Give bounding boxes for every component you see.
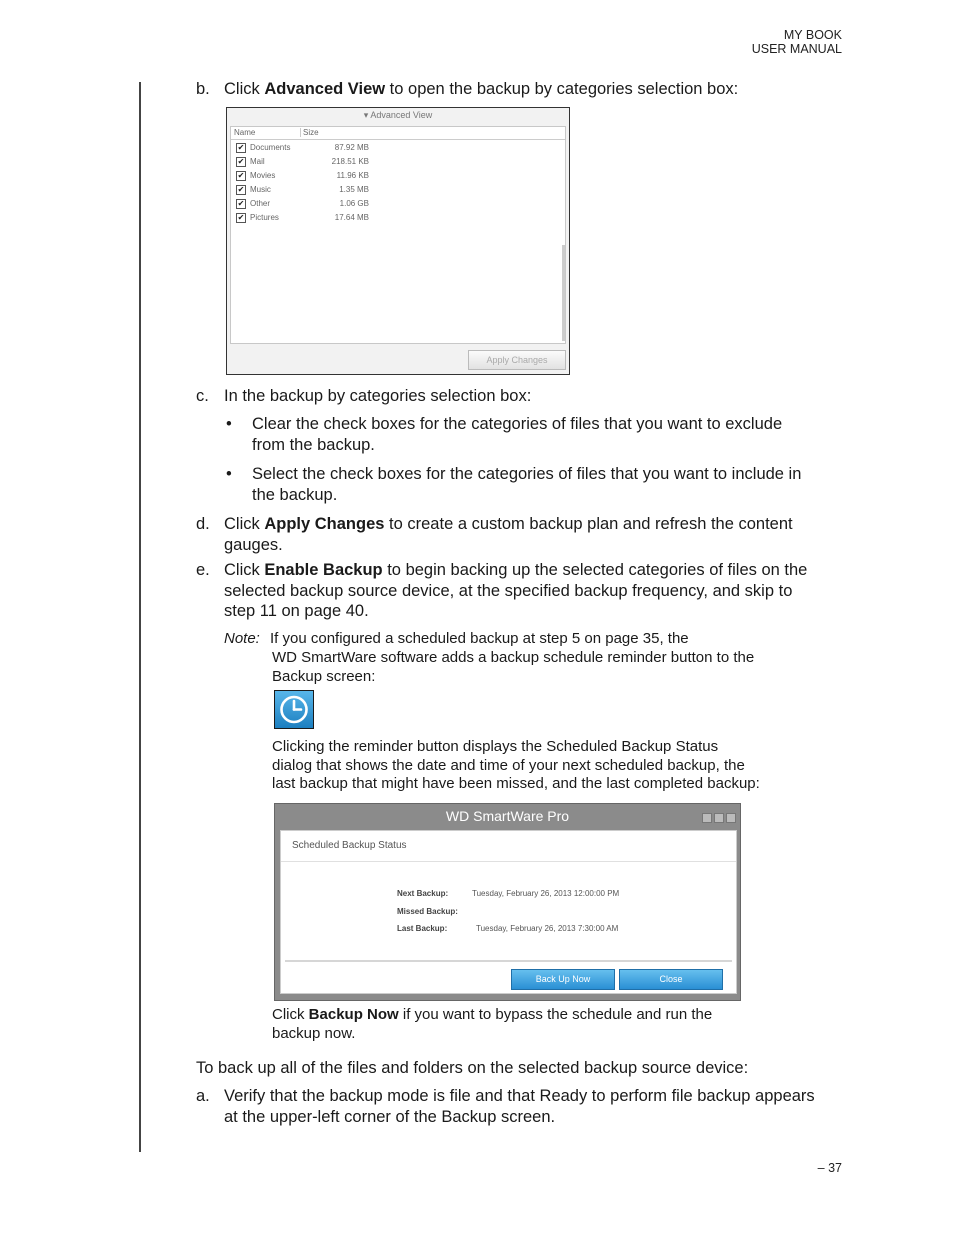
missed-backup-row: Missed Backup:: [397, 907, 458, 916]
step-e-label: e.: [196, 561, 210, 579]
clock-icon: [275, 691, 313, 728]
category-name: Music: [250, 185, 271, 194]
step-b-label: b.: [196, 80, 210, 98]
maximize-icon[interactable]: [714, 813, 724, 823]
step-a-text: Verify that the backup mode is file and that Ready to perform file backup appears at the upper-left corner of the Backup screen.: [224, 1087, 815, 1126]
window-controls: [700, 810, 736, 828]
last-backup-row: Last Backup: Tuesday, February 26, 2013 7:30:00 AM: [397, 924, 619, 933]
apply-changes-button[interactable]: Apply Changes: [468, 350, 566, 370]
category-name: Documents: [250, 143, 291, 152]
bullet: •: [226, 415, 232, 433]
col-size-header[interactable]: Size: [300, 128, 319, 137]
category-name: Movies: [250, 171, 276, 180]
category-name: Other: [250, 199, 271, 208]
minimize-icon[interactable]: [702, 813, 712, 823]
bullet-text: Clear the check boxes for the categories of files that you want to exclude from the backup.: [252, 415, 783, 454]
next-backup-value: Tuesday, February 26, 2013 12:00:00 PM: [472, 889, 620, 898]
page-number: – 37: [817, 1161, 842, 1175]
schedule-reminder-button[interactable]: [274, 690, 314, 729]
close-icon[interactable]: [726, 813, 736, 823]
category-name: Pictures: [250, 213, 279, 222]
category-row[interactable]: [236, 142, 376, 155]
category-row[interactable]: [236, 184, 376, 197]
step-c-text: In the backup by categories selection box:: [224, 387, 532, 405]
step-d-label: d.: [196, 515, 210, 533]
col-name-header[interactable]: Name: [234, 128, 256, 137]
step-a-label: a.: [196, 1087, 210, 1105]
all-files-intro: To back up all of the files and folders on the selected backup source device:: [196, 1059, 749, 1077]
divider: [281, 861, 736, 862]
bullet-text: Select the check boxes for the categories of files that you want to include in the backup.: [252, 465, 802, 504]
close-button[interactable]: Close: [619, 969, 723, 990]
note-body: WD SmartWare software adds a backup schedule reminder button to the Backup screen:: [272, 649, 755, 685]
category-size: 218.51 KB: [331, 157, 369, 166]
category-size: 1.35 MB: [339, 185, 369, 194]
backup-now-term: Backup Now: [308, 1006, 399, 1023]
checkbox[interactable]: ✔: [237, 213, 245, 222]
advanced-view-term: Advanced View: [264, 80, 386, 98]
advanced-view-screenshot: [226, 107, 570, 375]
apply-changes-term: Apply Changes: [264, 515, 385, 533]
checkbox[interactable]: ✔: [237, 185, 245, 194]
checkbox[interactable]: ✔: [237, 171, 245, 180]
category-name: Mail: [250, 157, 265, 166]
step-e-text: Click Enable Backup to begin backing up the selected categories of files on the selected backup source device, at the specified backup frequency, and skip to step 11 on page 40.: [224, 561, 808, 620]
advanced-view-toggle[interactable]: ▾ Advanced View: [363, 110, 433, 120]
category-list-header: [231, 127, 565, 140]
note-label: Note:: [224, 630, 260, 647]
step-c-label: c.: [196, 387, 209, 405]
category-row[interactable]: [236, 198, 376, 211]
enable-backup-term: Enable Backup: [264, 561, 383, 579]
header-line-manual: USER MANUAL: [751, 42, 842, 56]
note-line-1: If you configured a scheduled backup at step 5 on page 35, the: [270, 630, 689, 647]
note-after-button: Clicking the reminder button displays the Scheduled Backup Status dialog that shows the date and time of your next scheduled backup, the last backup that might have been missed, and the last completed backup:: [272, 738, 760, 792]
category-row[interactable]: [236, 170, 376, 183]
category-size: 17.64 MB: [334, 213, 369, 222]
scrollbar[interactable]: [562, 245, 565, 341]
bullet: •: [226, 465, 232, 483]
category-size: 87.92 MB: [334, 143, 369, 152]
category-size: 11.96 KB: [336, 171, 369, 180]
back-up-now-button[interactable]: Back Up Now: [511, 969, 615, 990]
step-d-text: Click Apply Changes to create a custom backup plan and refresh the content gauges.: [224, 515, 793, 554]
checkbox[interactable]: ✔: [237, 157, 245, 166]
checkbox[interactable]: ✔: [237, 143, 245, 152]
dialog-title: WD SmartWare Pro: [445, 808, 570, 824]
category-row[interactable]: [236, 212, 376, 225]
scheduled-backup-status-dialog: [274, 803, 741, 1001]
category-size: 1.06 GB: [339, 199, 369, 208]
divider: [285, 960, 732, 962]
category-row[interactable]: [236, 156, 376, 169]
change-bar: [139, 82, 141, 1152]
running-header: [752, 28, 842, 56]
checkbox[interactable]: ✔: [237, 199, 245, 208]
note-final: Click Backup Now if you want to bypass the schedule and run the backup now.: [272, 1006, 713, 1042]
next-backup-row: Next Backup: Tuesday, February 26, 2013 12:00:00 PM: [397, 889, 620, 898]
step-b-text: Click Advanced View to open the backup by categories selection box:: [224, 80, 739, 98]
header-line-product: MY BOOK: [783, 28, 842, 42]
dialog-heading: Scheduled Backup Status: [292, 840, 407, 851]
dialog-body: [280, 830, 737, 994]
category-list: [230, 126, 566, 344]
last-backup-value: Tuesday, February 26, 2013 7:30:00 AM: [476, 924, 619, 933]
